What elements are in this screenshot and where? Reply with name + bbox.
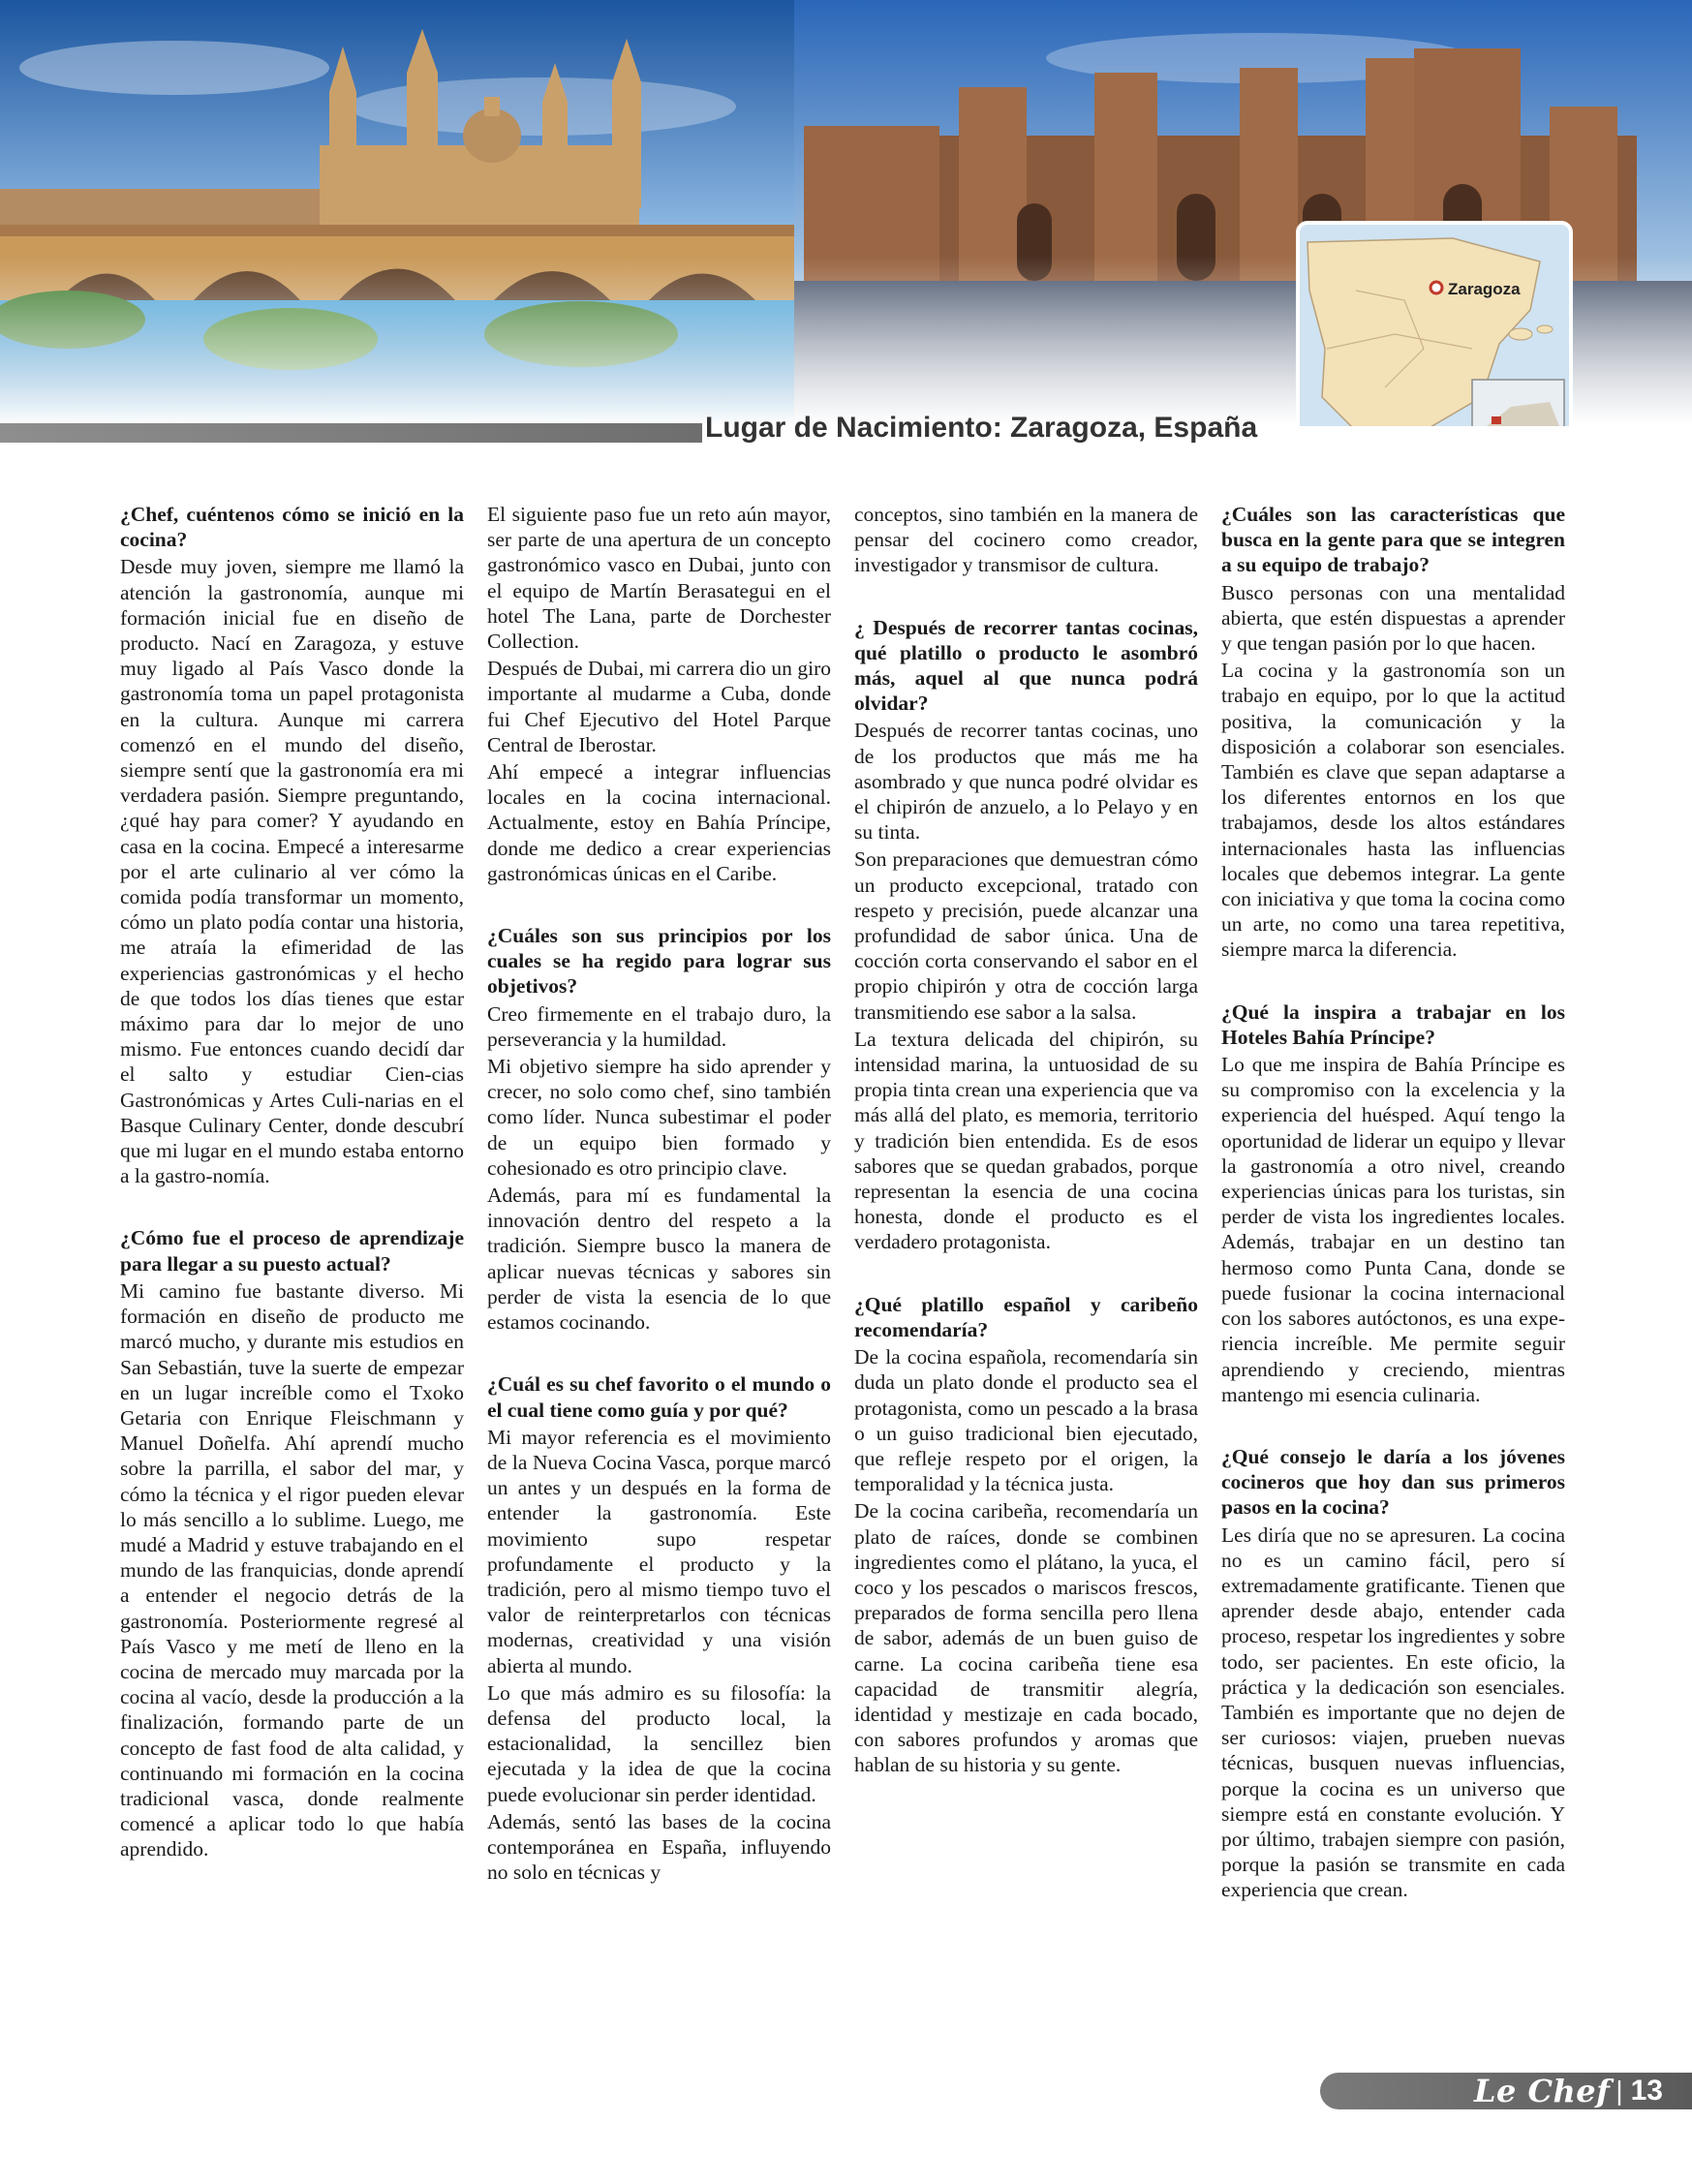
interview-paragraph: Lo que me inspira de Bahía Príncipe es su compromiso con la excelencia y la experiencia del huésped. Aquí tengo la oportunidad de liderar un equipo y llevar la gastronomía a otro nivel, creando experiencias únicas para los turistas, sin perder de vista los ingredientes locales. Además, trabajar en un destino tan hermoso como Punta Cana, donde se puede fusionar la cocina internacional con los sabores autóctonos, es una experiencia increíble. Me permite seguir aprendiendo y creciendo, mientras mantengo mi esencia culinaria. [1221,1053,1565,1406]
magazine-logo: Le Chef [1473,2073,1611,2109]
interview-paragraph: Mi camino fue bastante diverso. Mi formación en diseño de producto me marcó mucho, y durante mis estudios en San Sebastián, tuve la suerte de empezar en un lugar increíble como el Txoko Getaria con Enrique Fleischmann y Manuel Doñelfa. Ahí aprendí mucho sobre la parrilla, el sabor del mar, y cómo la técnica y el rigor pueden elevar lo más sencillo a lo sublime. Luego, me mudé a Madrid y estuve trabajando en el mundo de las franquicias, donde aprendí a entender el negocio detrás de la gastronomía. Posteriormente regresé al País Vasco y me metí de lleno en la cocina de mercado muy marcada por la cocina al vacío, desde la producción a la finalización, formando parte de un concepto de fast food de alta calidad, y continuando mi formación en la cocina tradicional vasca, donde realmente comencé a aplicar todo lo que había aprendido. [120,1278,464,1861]
interview-question: ¿Cuál es su chef favorito o el mundo o el cual tiene como guía y por qué? [487,1372,831,1422]
interview-paragraph: Además, para mí es fundamental la innovación dentro del respeto a la tradición. Siempre busco la manera de aplicar nuevas técnicas y sabores sin perder de vista la esencia de lo que estamos cocinando. [487,1184,831,1335]
interview-paragraph: La cocina y la gastronomía son un trabajo en equipo, por lo que la actitud positiva, la comunicación y la disposición a colaborar son esenciales. También es clave que sepan adaptarse a los diferentes entornos en los que trabajamos, desde los altos estándares internacionales hasta las influencias locales que debemos integrar. La gente con iniciativa y que toma la cocina como un arte, no como una tarea repetitiva, siempre marca la diferencia. [1221,659,1565,962]
caption-bar [0,423,702,443]
text-column-4 [1221,502,1565,1905]
text-column-1 [120,502,464,1864]
interview-paragraph: De la cocina caribeña, recomendaría un plato de raíces, donde se combinen ingredientes como el plátano, la yuca, el coco y los pescados o mariscos frescos, preparados de forma sencilla pero llena de sabor, además de un buen guiso de carne. La cocina caribeña tiene esa capacidad de transmitir alegría, identidad y mestizaje en cada bocado, con sabores profundos y aromas que hablan de su historia y su gente. [854,1499,1198,1777]
footer-separator: | [1615,2076,1623,2106]
interview-paragraph: Les diría que no se apresuren. La cocina no es un camino fácil, pero sí extremadamente gratificante. Tienen que aprender desde abajo, entender cada proceso, respetar los ingredientes y sobre todo, ser pacientes. En este oficio, la práctica y la dedicación son esenciales. También es importante que no dejen de ser curiosos: viajen, prueben nuevas técnicas, busquen nuevas influencias, porque la cocina es un universo que siempre está en constante evolución. Y por último, trabajen siempre con pasión, porque la pasión se transmite en cada experiencia que crean. [1221,1523,1565,1902]
interview-paragraph: Creo firmemente en el trabajo duro, la perseverancia y la humildad. [487,1001,831,1051]
header-banner [0,0,1692,426]
interview-paragraph: Después de recorrer tantas cocinas, uno de los productos que más me ha asombrado y que nunca podré olvidar es el chipirón de anzuelo, a lo Pelayo y en su tinta. [854,719,1198,845]
page-number: 13 [1630,2075,1663,2107]
interview-paragraph: Busco personas con una mentalidad abierta, que estén dispuestas a aprender y que tengan pasión por lo que hacen. [1221,580,1565,656]
interview-question: ¿Qué la inspira a trabajar en los Hoteles Bahía Príncipe? [1221,1000,1565,1049]
interview-paragraph: De la cocina española, recomendaría sin duda un plato donde el producto sea el protagonista, como un pescado a la brasa o un guiso tradicional bien ejecutado, que refleje respeto por el origen, la temporalidad y la técnica justa. [854,1345,1198,1496]
interview-paragraph: Desde muy joven, siempre me llamó la atención la gastronomía, aunque mi formación inicial fue en diseño de producto. Nací en Zaragoza, y estuve muy ligado al País Vasco donde la gastronomía toma un papel protagonista en la cultura. Aunque mi carrera comenzó en el mundo del diseño, siempre sentí que la gastronomía era mi verdadera pasión. Siempre preguntando, ¿qué hay para comer? Y ayudando en casa en la cocina. Empecé a interesarme por el arte culinario al ver cómo la comida podía transformar un momento, cómo un plato podía contar una historia, me atraía la efimeridad de las experiencias gastronómicas y el hecho de que todos los días tienes que estar máximo para dar lo mejor de uno mismo. Fue entonces cuando decidí dar el salto y estudiar Cien-cias Gastronómicas y Artes Culi-narias en el Basque Culinary Center, donde descubrí que mi lugar en el mundo estaba entorno a la gastro-nomía. [120,555,464,1188]
interview-paragraph: El siguiente paso fue un reto aún mayor, ser parte de una apertura de un concepto gastronómico vasco en Dubai, junto con el equipo de Martín Berasategui en el hotel The Lana, parte de Dorchester Collection. [487,503,831,654]
interview-paragraph: conceptos, sino también en la manera de pensar del cocinero como creador, investigador y transmisor de cultura. [854,503,1198,577]
interview-paragraph: Lo que más admiro es su filosofía: la defensa del producto local, la estacionalidad, la sencillez bien ejecutada y la idea de que la cocina puede evolucionar sin perder identidad. [487,1680,831,1806]
text-column-2 [487,502,831,1887]
interview-question: ¿Chef, cuéntenos cómo se inició en la cocina? [120,503,464,552]
interview-paragraph: Además, sentó las bases de la cocina contemporánea en España, influyendo no solo en técnicas y [487,1809,831,1885]
interview-question: ¿Cuáles son las características que busca en la gente para que se integren a su equipo de trabajo? [1221,503,1565,577]
text-column-3 [854,502,1198,1780]
birthplace-caption: Lugar de Nacimiento: Zaragoza, España [705,412,1258,444]
banner-illustration [0,0,1692,426]
interview-paragraph: Mi objetivo siempre ha sido aprender y crecer, no solo como chef, sino también como líder. Nunca subestimar el poder de un equipo bien formado y cohesionado es otro principio clave. [487,1055,831,1180]
interview-paragraph: Después de Dubai, mi carrera dio un giro importante al mudarme a Cuba, donde fui Chef Ejecutivo del Hotel Parque Central de Iberostar. [487,657,831,756]
interview-question: ¿Qué consejo le daría a los jóvenes cocineros que hoy dan sus primeros pasos en la cocina? [1221,1444,1565,1520]
interview-paragraph: La textura delicada del chipirón, su intensidad marina, la untuosidad de su propia tinta crean una experiencia que va más allá del plato, es memoria, territorio y tradición bien entendida. Es de esos sabores que se quedan grabados, porque representan la esencia de una cocina honesta, donde el producto es el verdadero protagonista. [854,1027,1198,1254]
interview-paragraph: Mi mayor referencia es el movimiento de la Nueva Cocina Vasca, porque marcó un antes y un después en la forma de entender la gastronomía. Este movimiento supo respetar profundamente el producto y la tradición, pero al mismo tiempo tuvo el valor de reinterpretarlos con técnicas modernas, creatividad y una visión abierta al mundo. [487,1425,831,1677]
spain-map-inset [1298,223,1571,426]
interview-question: ¿Qué platillo español y caribeño recomendaría? [854,1292,1198,1341]
interview-paragraph: Ahí empecé a integrar influencias locales en la cocina internacional. Actualmente, estoy en Bahía Príncipe, donde me dedico a crear experiencias gastronómicas únicas en el Caribe. [487,760,831,885]
interview-question: ¿ Después de recorrer tantas cocinas, qué platillo o producto le asombró más, aquel al que nunca podrá olvidar? [854,615,1198,716]
map-city-label: Zaragoza [1448,280,1521,298]
interview-paragraph: Son preparaciones que demuestran cómo un producto excepcional, tratado con respeto y precisión, puede alcanzar una profundidad de sabor única. Una de cocción corta conservando el sabor en el propio chipirón y otra de cocción larga transmitiendo ese sabor a la salsa. [854,847,1198,1024]
interview-question: ¿Cuáles son sus principios por los cuales se ha regido para lograr sus objetivos? [487,924,831,999]
footer-bar [1320,2073,1692,2109]
interview-question: ¿Cómo fue el proceso de aprendizaje para llegar a su puesto actual? [120,1226,464,1276]
